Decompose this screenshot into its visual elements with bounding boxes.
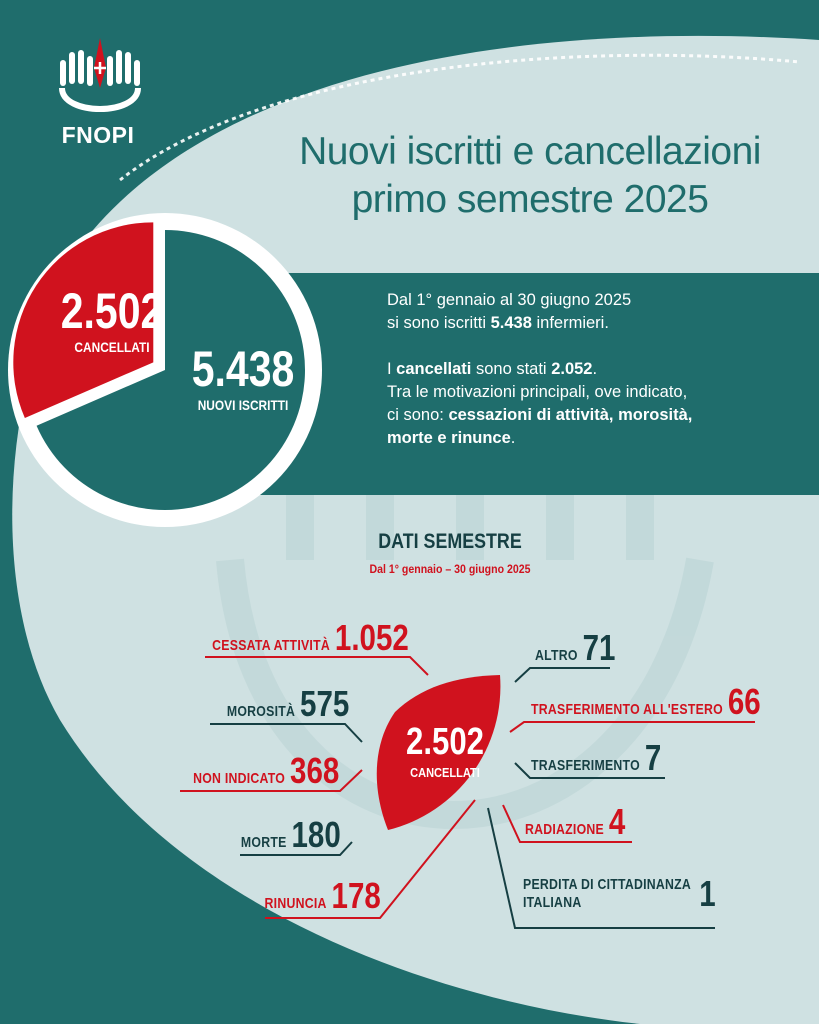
brand-name: FNOPI xyxy=(61,122,135,148)
summary-line: ci sono: cessazioni di attività, morosità, xyxy=(387,406,693,424)
reason-trasferimento-estero xyxy=(531,681,761,722)
reason-label: NON INDICATO xyxy=(192,770,285,787)
reason-label: ALTRO xyxy=(535,647,578,664)
connector-morosita xyxy=(210,724,362,742)
reason-value: 1.052 xyxy=(335,617,409,658)
summary-line: morte e rinunce. xyxy=(387,429,516,447)
reason-value: 7 xyxy=(644,737,662,778)
reason-morte xyxy=(241,814,341,855)
connector-estero xyxy=(510,722,755,732)
reason-label: RADIAZIONE xyxy=(525,821,605,838)
summary-line: Dal 1° gennaio al 30 giugno 2025 xyxy=(387,291,632,309)
reason-label: CESSATA ATTIVITÀ xyxy=(212,637,331,654)
summary-line: I cancellati sono stati 2.052. xyxy=(387,360,598,378)
cancellati-label: CANCELLATI xyxy=(74,339,150,355)
reason-value: 368 xyxy=(289,750,339,791)
reason-label: MOROSITÀ xyxy=(226,703,295,720)
iscritti-label: NUOVI ISCRITTI xyxy=(197,397,289,413)
reason-value: 71 xyxy=(582,627,616,668)
center-label: CANCELLATI xyxy=(410,765,480,780)
reason-rinuncia xyxy=(264,875,381,916)
reason-trasferimento xyxy=(531,737,662,778)
reason-label: PERDITA DI CITTADINANZA ITALIANA xyxy=(523,876,692,911)
reason-label: TRASFERIMENTO ALL'ESTERO xyxy=(531,701,723,718)
reason-value: 4 xyxy=(608,801,626,842)
center-value: 2.502 xyxy=(406,721,484,763)
reason-label: TRASFERIMENTO xyxy=(531,757,640,774)
connector-cessata xyxy=(205,657,428,675)
iscritti-value: 5.438 xyxy=(191,341,295,397)
section-title: DATI SEMESTRE xyxy=(378,530,522,553)
connector-altro xyxy=(515,668,610,682)
page-title: Nuovi iscritti e cancellazioni primo semestre 2025 xyxy=(299,130,761,221)
reason-non-indicato xyxy=(192,750,339,791)
section-subtitle: Dal 1° gennaio – 30 giugno 2025 xyxy=(369,562,531,576)
reason-value: 66 xyxy=(727,681,761,722)
reason-cessata-attivita xyxy=(212,617,409,658)
reason-altro xyxy=(535,627,616,668)
reason-label: MORTE xyxy=(241,834,287,851)
reason-value: 178 xyxy=(331,875,381,916)
summary-line: si sono iscritti 5.438 infermieri. xyxy=(387,314,609,332)
reason-value: 180 xyxy=(291,814,341,855)
reason-radiazione xyxy=(525,801,626,842)
reason-value: 1 xyxy=(699,873,716,914)
reason-morosita xyxy=(226,683,349,724)
reason-perdita-cittadinanza xyxy=(523,873,716,914)
reason-label: RINUNCIA xyxy=(264,895,327,912)
summary-line: Tra le motivazioni principali, ove indicato, xyxy=(387,383,688,401)
reason-value: 575 xyxy=(299,683,349,724)
cancellati-value: 2.502 xyxy=(60,283,164,339)
